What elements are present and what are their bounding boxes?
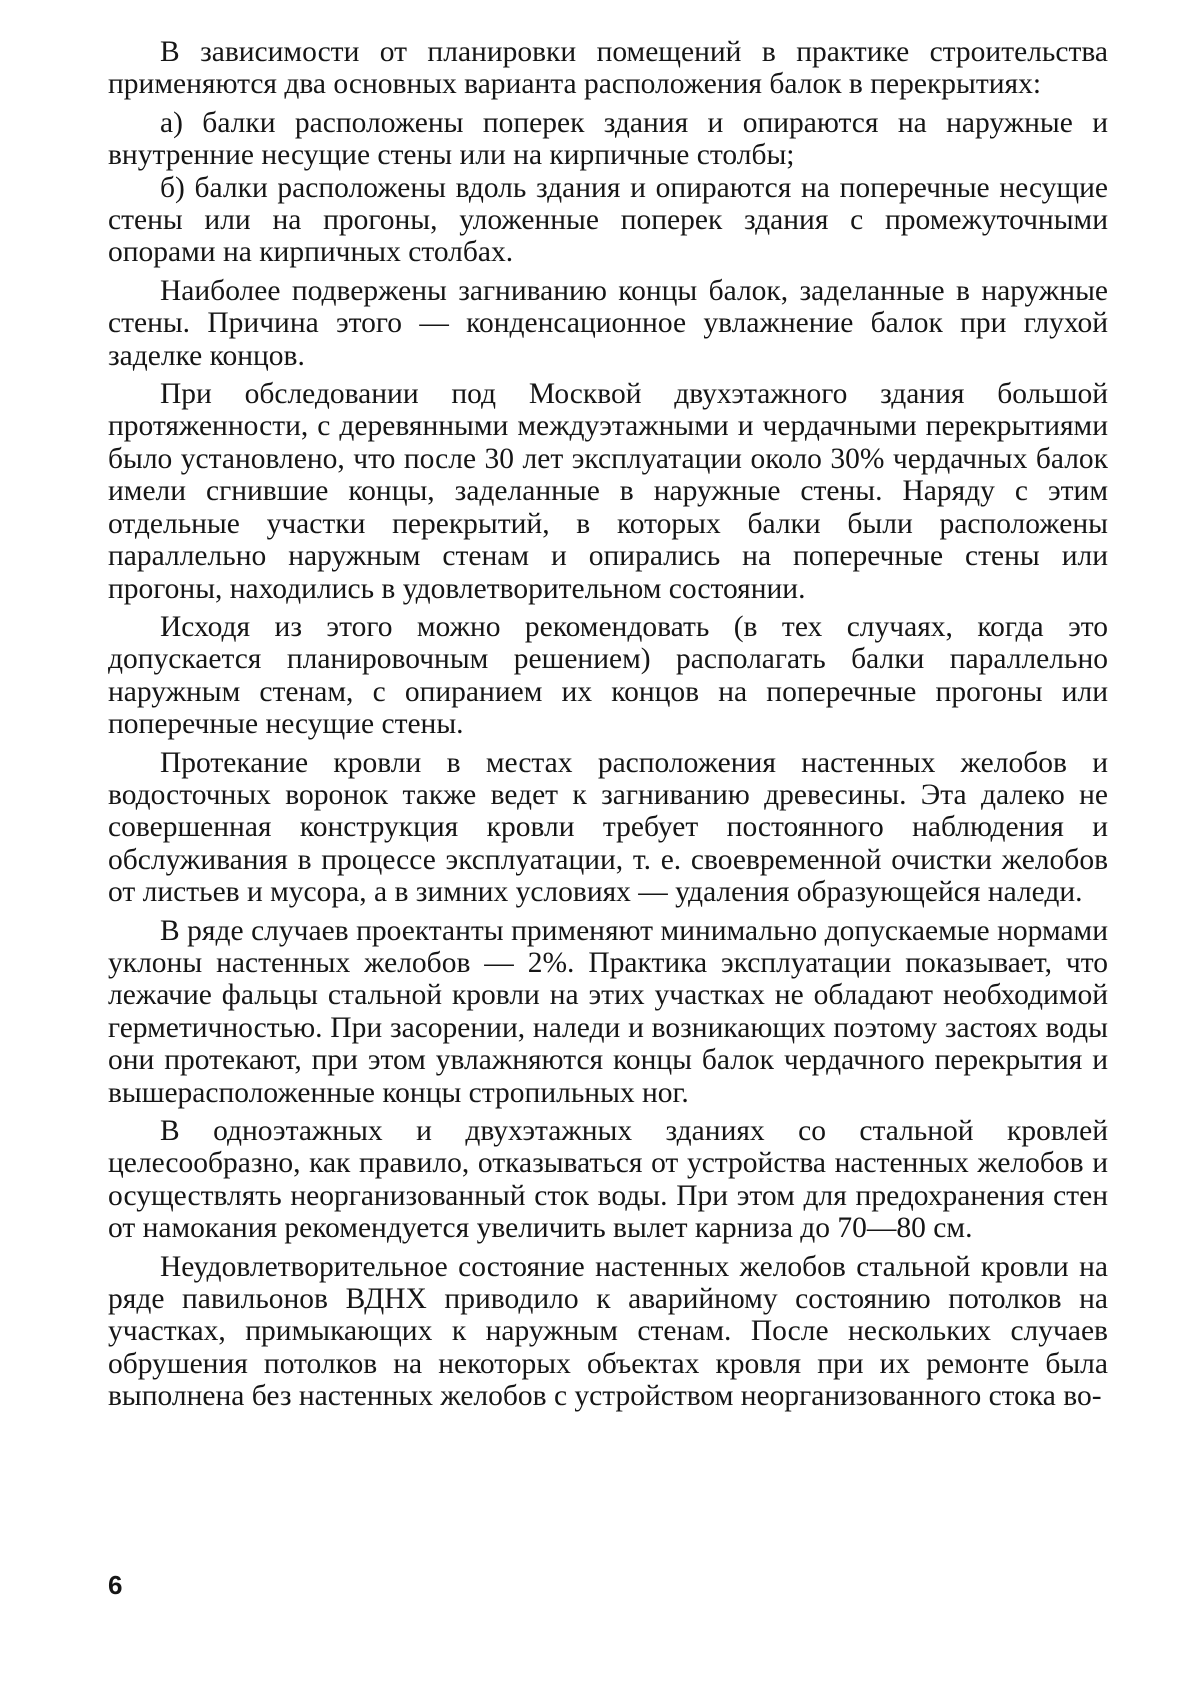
paragraph-intro: В зависимости от планировки помещений в практике строительства применяются два основных варианта расположения балок в перекрытиях: [108, 36, 1108, 101]
page-number: 6 [108, 1570, 123, 1600]
paragraph-recommendation: Исходя из этого можно рекомендовать (в тех случаях, когда это допускается планировочным решением) располагать балки параллельно наружным стенам, с опиранием их концов на поперечные прогоны или поперечные несущие стены. [108, 610, 1108, 741]
paragraph-survey: При обследовании под Москвой двухэтажного здания большой протяженности, с деревянными междуэтажными и чердачными перекрытиями было установлено, что после 30 лет эксплуатации около 30% чердачных балок имели сгнившие концы, заделанные в наружные стены. Наряду с этим отдельные участки перекрытий, в которых балки были расположены параллельно наружным стенам и опирались на поперечные стены или прогоны, находились в удовлетворительном состоянии. [108, 378, 1108, 605]
paragraph-roof-leakage: Протекание кровли в местах расположения настенных желобов и водосточных воронок также ведет к загниванию древесины. Эта далеко не совершенная конструкция кровли требует постоянного наблюдения и обслуживания в процессе эксплуатации, т. е. своевременной очистки желобов от листьев и мусора, а в зимних условиях — удаления образующейся наледи. [108, 746, 1108, 909]
paragraph-vdnh: Неудовлетворительное состояние настенных желобов стальной кровли на ряде павильонов ВДНХ приводило к аварийному состоянию потолков на участках, примыкающих к наружным стенам. После нескольких случаев обрушения потолков на некоторых объектах кровля при их ремонте была выполнена без настенных желобов с устройством неорганизованного стока во- [108, 1250, 1108, 1413]
page-body [108, 36, 1108, 1413]
paragraph-gutter-slopes: В ряде случаев проектанты применяют минимально допускаемые нормами уклоны настенных желобов — 2%. Практика эксплуатации показывает, что лежачие фальцы стальной кровли на этих участках не обладают необходимой герметичностью. При засорении, наледи и возникающих поэтому застоях воды они протекают, при этом увлажняются концы балок чердачного перекрытия и вышерасположенные концы стропильных ног. [108, 914, 1108, 1109]
paragraph-decay-causes: Наиболее подвержены загниванию концы балок, заделанные в наружные стены. Причина этого — конденсационное увлажнение балок при глухой заделке концов. [108, 274, 1108, 372]
list-item-a: а) балки расположены поперек здания и опираются на наружные и внутренние несущие стены или на кирпичные столбы; [108, 106, 1108, 172]
paragraph-low-rise: В одноэтажных и двухэтажных зданиях со стальной кровлей целесообразно, как правило, отказываться от устройства настенных желобов и осуществлять неорганизованный сток воды. При этом для предохранения стен от намокания рекомендуется увеличить вылет карниза до 70—80 см. [108, 1115, 1108, 1245]
list-item-b: б) балки расположены вдоль здания и опираются на поперечные несущие стены или на прогоны, уложенные поперек здания с промежуточными опорами на кирпичных столбах. [108, 171, 1108, 269]
